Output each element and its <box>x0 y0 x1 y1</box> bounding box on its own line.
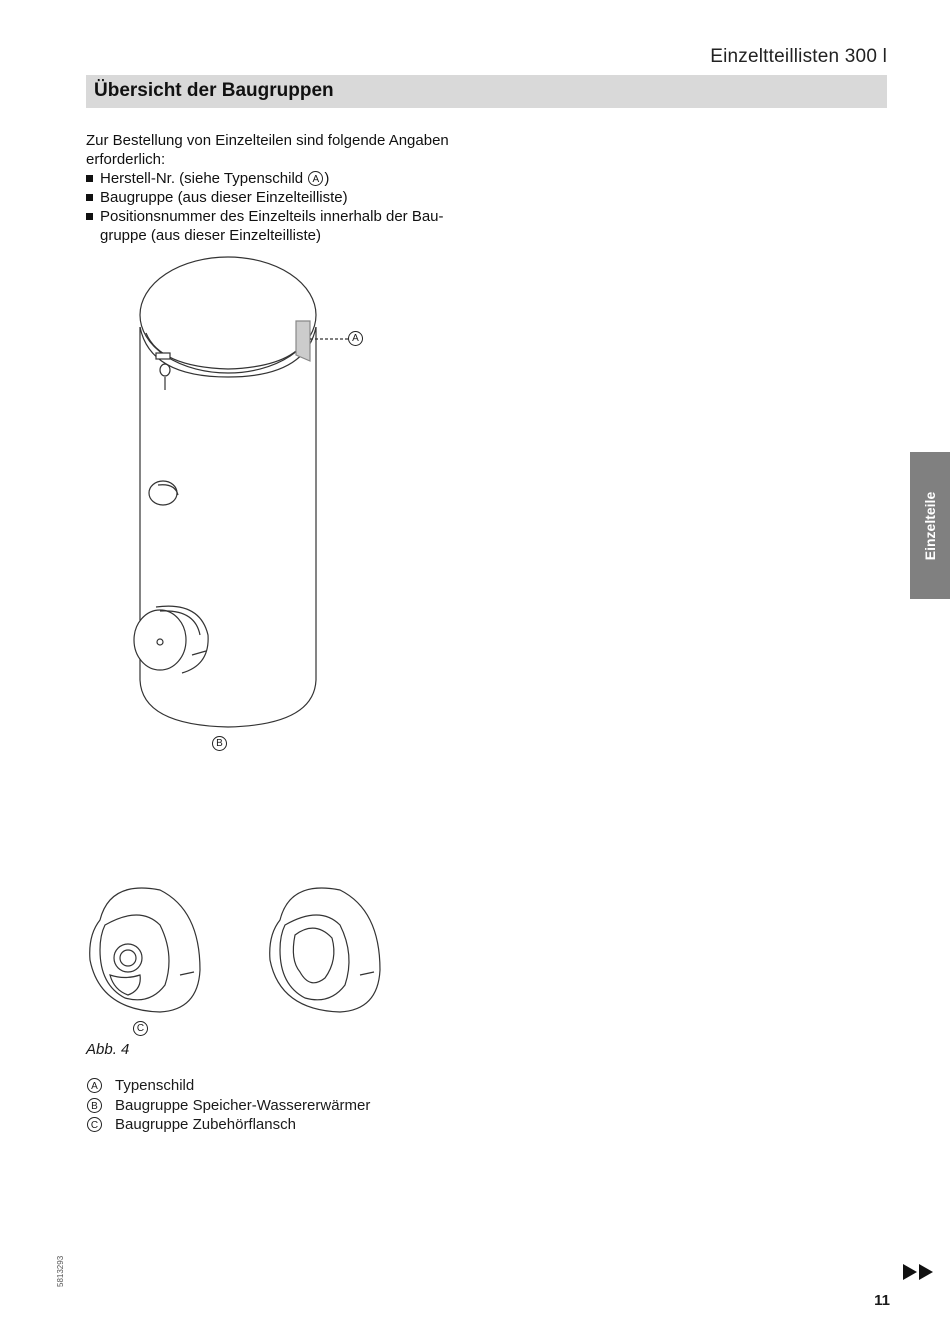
legend-label-a: Typenschild <box>115 1077 195 1094</box>
list-item <box>86 207 506 226</box>
page-number: 11 <box>874 1292 890 1309</box>
legend-label-c: Baugruppe Zubehörflansch <box>115 1116 296 1133</box>
legend-key-b: B <box>87 1098 102 1113</box>
bullet-square-icon <box>86 175 93 182</box>
intro-text: Zur Bestellung von Einzelteilen sind folgende Angaben erforderlich: <box>86 132 449 168</box>
next-page-arrows-icon[interactable] <box>903 1264 935 1285</box>
legend-row-c <box>86 1115 370 1135</box>
callout-a: A <box>348 331 363 346</box>
water-heater-drawing <box>120 255 380 745</box>
figure-legend <box>86 1076 370 1135</box>
bullet-square-icon <box>86 213 93 220</box>
list-item <box>86 169 506 188</box>
figure-caption: Abb. 4 <box>86 1041 130 1058</box>
legend-row-b <box>86 1096 370 1116</box>
chapter-tab[interactable] <box>910 452 950 599</box>
water-heater-illustration <box>120 255 380 750</box>
list-item-text: Positionsnummer des Einzelteils innerhalb der Bau- <box>100 208 444 225</box>
chapter-tab-label: Einzelteile <box>922 491 938 560</box>
legend-key-a: A <box>87 1078 102 1093</box>
intro-block <box>86 131 506 245</box>
list-item-text: Baugruppe (aus dieser Einzelteilliste) <box>100 189 348 206</box>
flange-drawings <box>80 880 400 1030</box>
accessory-flange-illustration <box>80 880 400 1035</box>
legend-row-a <box>86 1076 370 1096</box>
list-item-text-end: ) <box>324 170 330 187</box>
requirements-list <box>86 169 506 245</box>
list-item-text: Herstell-Nr. (siehe Typenschild <box>100 170 308 187</box>
callout-c: C <box>133 1021 148 1036</box>
page-header-title: Einzeltteillisten 300 l <box>710 46 887 67</box>
callout-b: B <box>212 736 227 751</box>
legend-key-c: C <box>87 1117 102 1132</box>
bullet-square-icon <box>86 194 93 201</box>
list-item <box>86 188 506 207</box>
list-item-text: gruppe (aus dieser Einzelteilliste) <box>100 227 321 244</box>
section-title: Übersicht der Baugruppen <box>94 80 334 101</box>
circled-ref-a: A <box>308 171 323 186</box>
document-number: 5813293 <box>56 1255 65 1287</box>
legend-label-b: Baugruppe Speicher-Wassererwärmer <box>115 1096 371 1114</box>
section-header <box>86 75 887 108</box>
list-item-continuation <box>86 226 506 245</box>
